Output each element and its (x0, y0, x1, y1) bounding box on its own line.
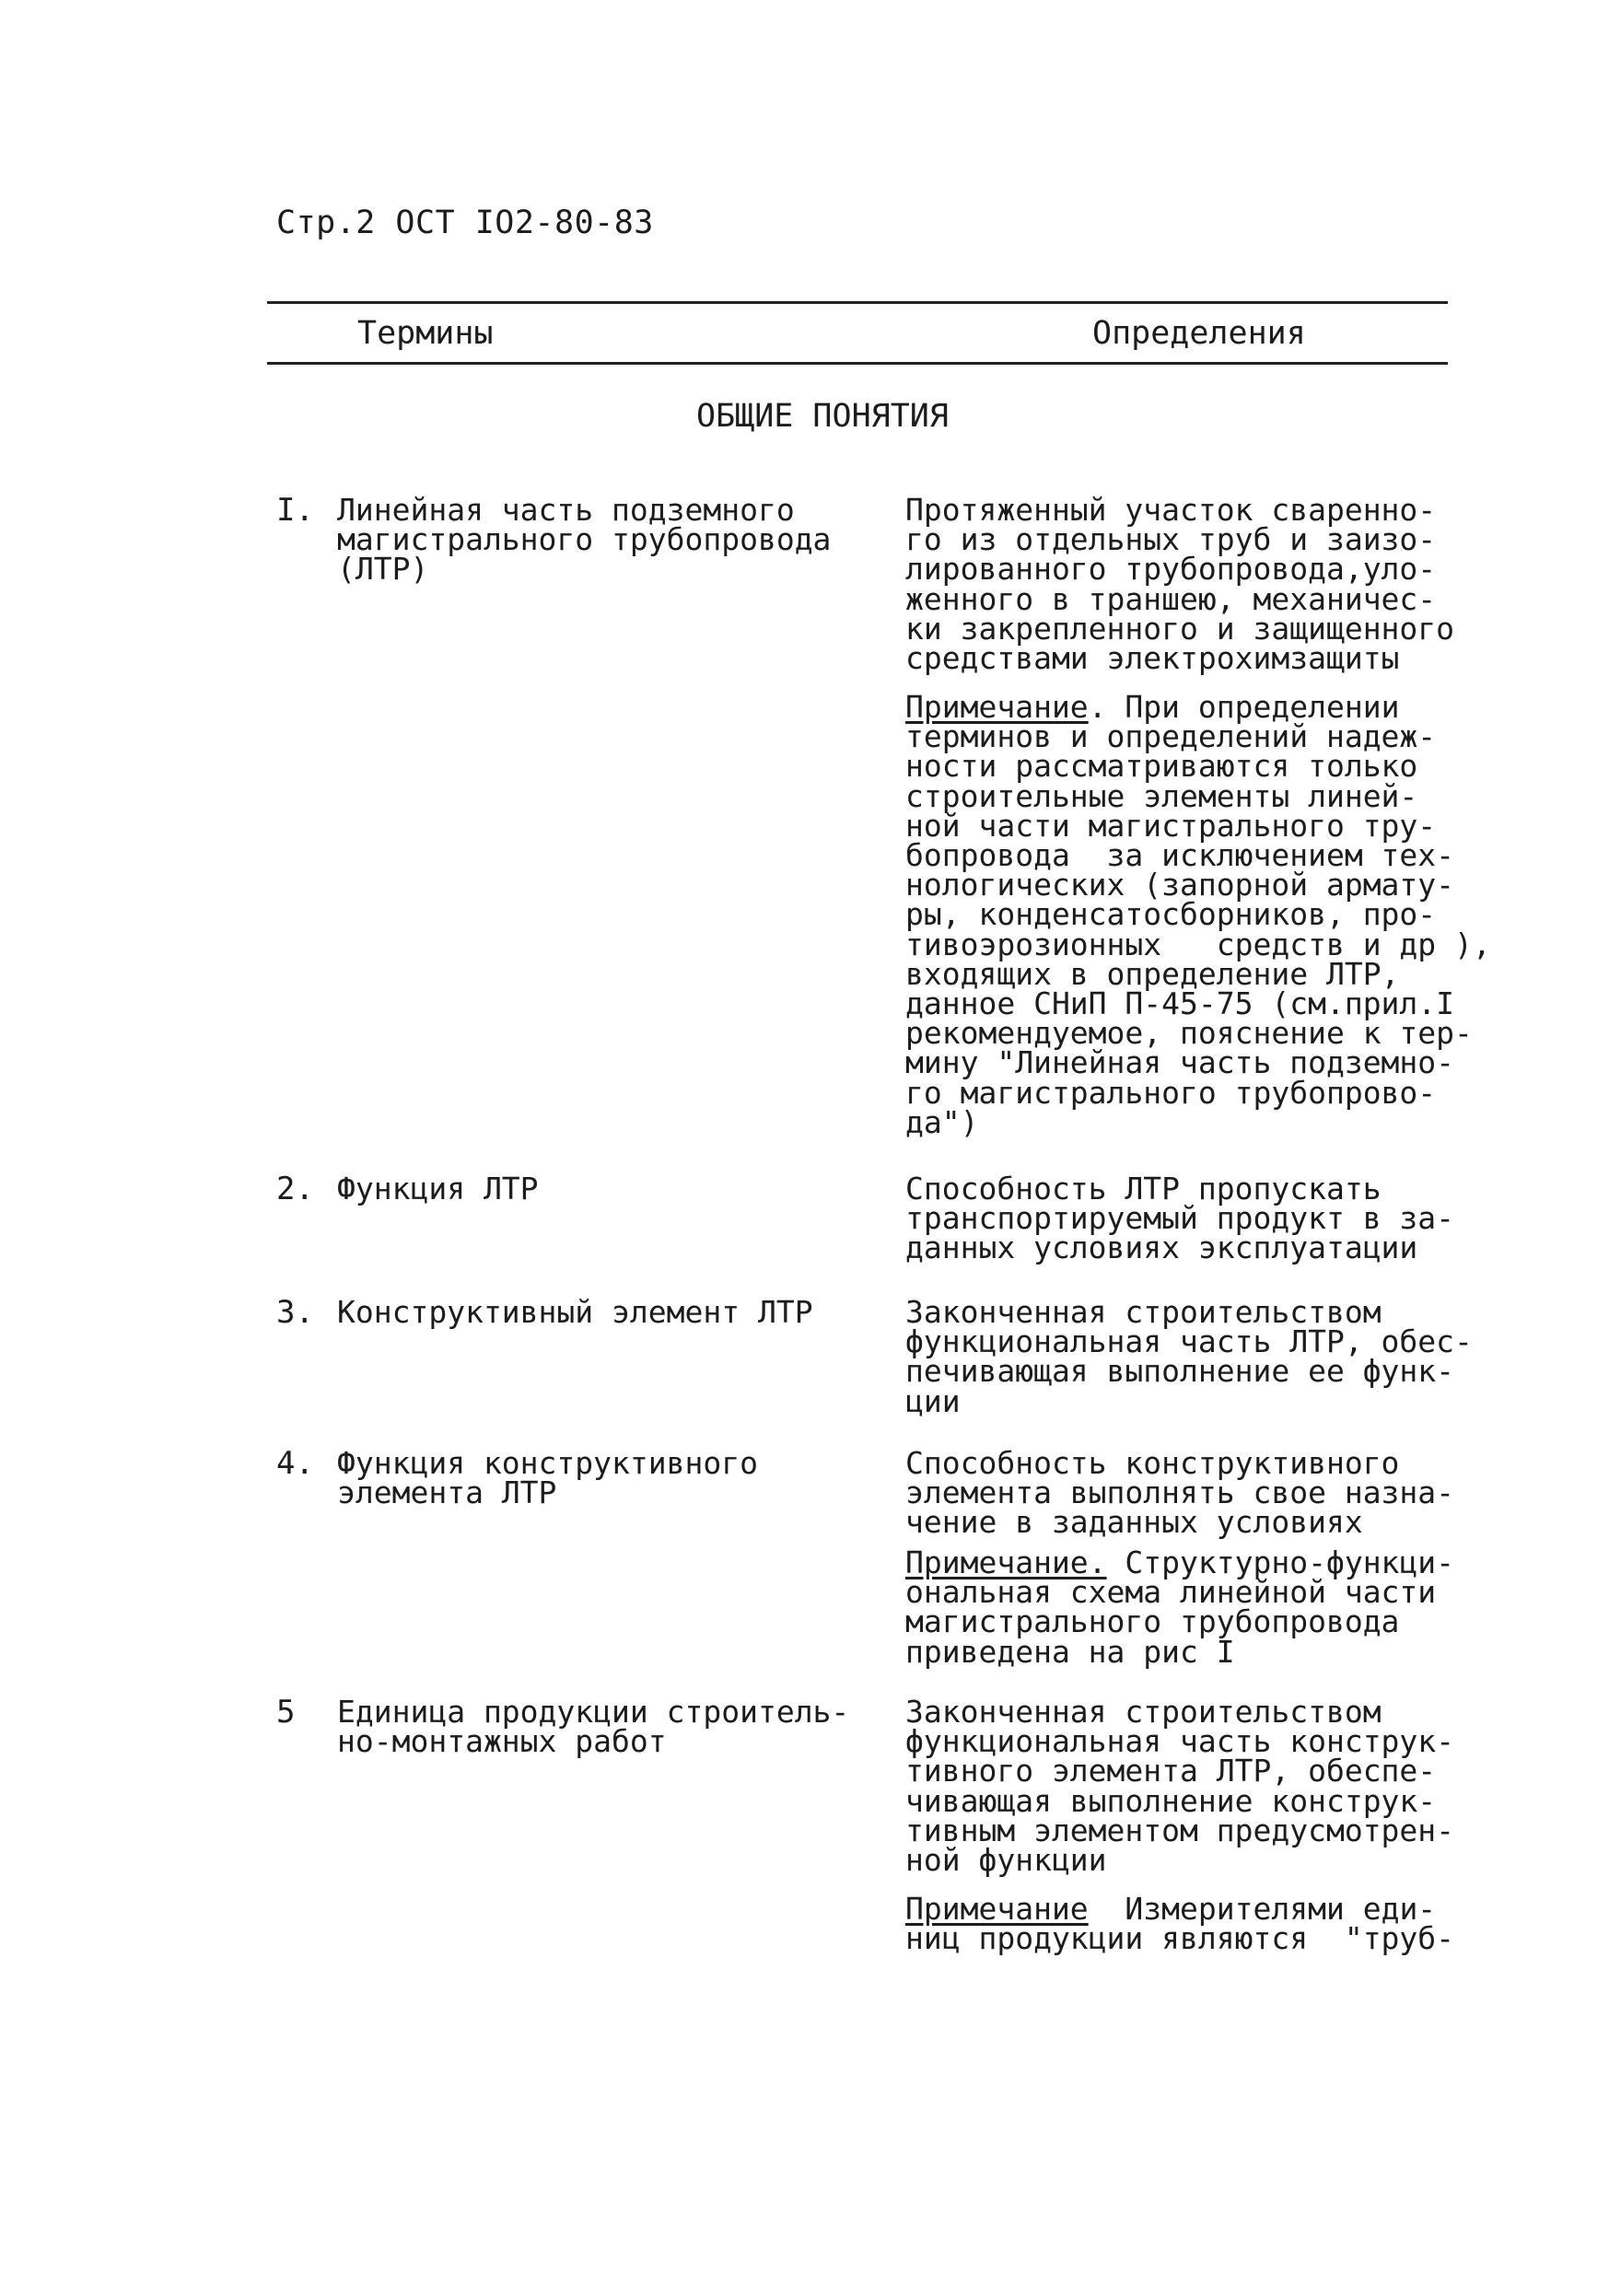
entry-note (905, 1891, 1455, 1957)
note-label: Примечание (905, 689, 1089, 725)
note-text: . При определении терминов и определений надеж- ности рассматриваются только строительные элементы линей- ной части магистрального тру- бопровода за исключением тех- нологических (запорной армату- ры, конденсатосборников, про- тивоэрозионных средств и др ), входящих в определение ЛТР, данное СНиП П-45-75 (см.прил.I рекомендуемое, пояснение к тер- мину "Линейная часть подземно- го магистрального трубопрово- да") (905, 689, 1491, 1140)
note-label: Примечание. (905, 1544, 1107, 1580)
entry-term: Единица продукции строитель- но-монтажных работ (337, 1694, 850, 1759)
entry-definition: Способность конструктивного элемента выполнять свое назна- чение в заданных условиях (905, 1445, 1455, 1541)
section-title: ОБЩИЕ ПОНЯТИЯ (696, 398, 949, 435)
column-header-definitions: Определения (1092, 315, 1306, 352)
entry-term: Функция конструктивного элемента ЛТР (337, 1445, 758, 1510)
entry-term: Линейная часть подземного магистрального трубопровода (ЛТР) (337, 492, 832, 587)
note-text: Измерителями еди- ниц продукции являются "труб- (905, 1891, 1455, 1957)
entry-note (905, 689, 1491, 1140)
entry-number: 4. (276, 1445, 314, 1482)
entry-definition: Протяженный участок сваренно- го из отдельных труб и заизо- лированного трубопровода,уло- женного в траншею, механичес- ки закрепленного и защищенного средствами электрохимзащиты (905, 492, 1455, 677)
table-header-rule (267, 362, 1448, 365)
entry-definition: Законченная строительством функциональная часть конструк- тивного элемента ЛТР, обеспе- чивающая выполнение конструк- тивным элементом предусмотрен- ной функции (905, 1694, 1455, 1879)
column-header-terms: Термины (357, 315, 494, 352)
page-header: Стр.2 ОСТ IО2-80-83 (276, 204, 654, 241)
note-text: Структурно-функци- ональная схема линейной части магистрального трубопровода приведена на рис I (905, 1544, 1455, 1670)
entry-note (905, 1544, 1455, 1670)
entry-number: 2. (276, 1171, 314, 1207)
entry-term: Функция ЛТР (337, 1171, 539, 1206)
note-label: Примечание (905, 1891, 1089, 1927)
entry-number: I. (276, 492, 314, 529)
entry-definition: Законченная строительством функциональная часть ЛТР, обес- печивающая выполнение ее функ- ции (905, 1294, 1473, 1419)
entry-definition: Способность ЛТР пропускать транспортируемый продукт в за- данных условиях эксплуатации (905, 1171, 1455, 1266)
entry-number: 5 (276, 1694, 296, 1731)
entry-number: 3. (276, 1294, 314, 1331)
table-top-rule (267, 301, 1448, 304)
entry-term: Конструктивный элемент ЛТР (337, 1294, 813, 1330)
